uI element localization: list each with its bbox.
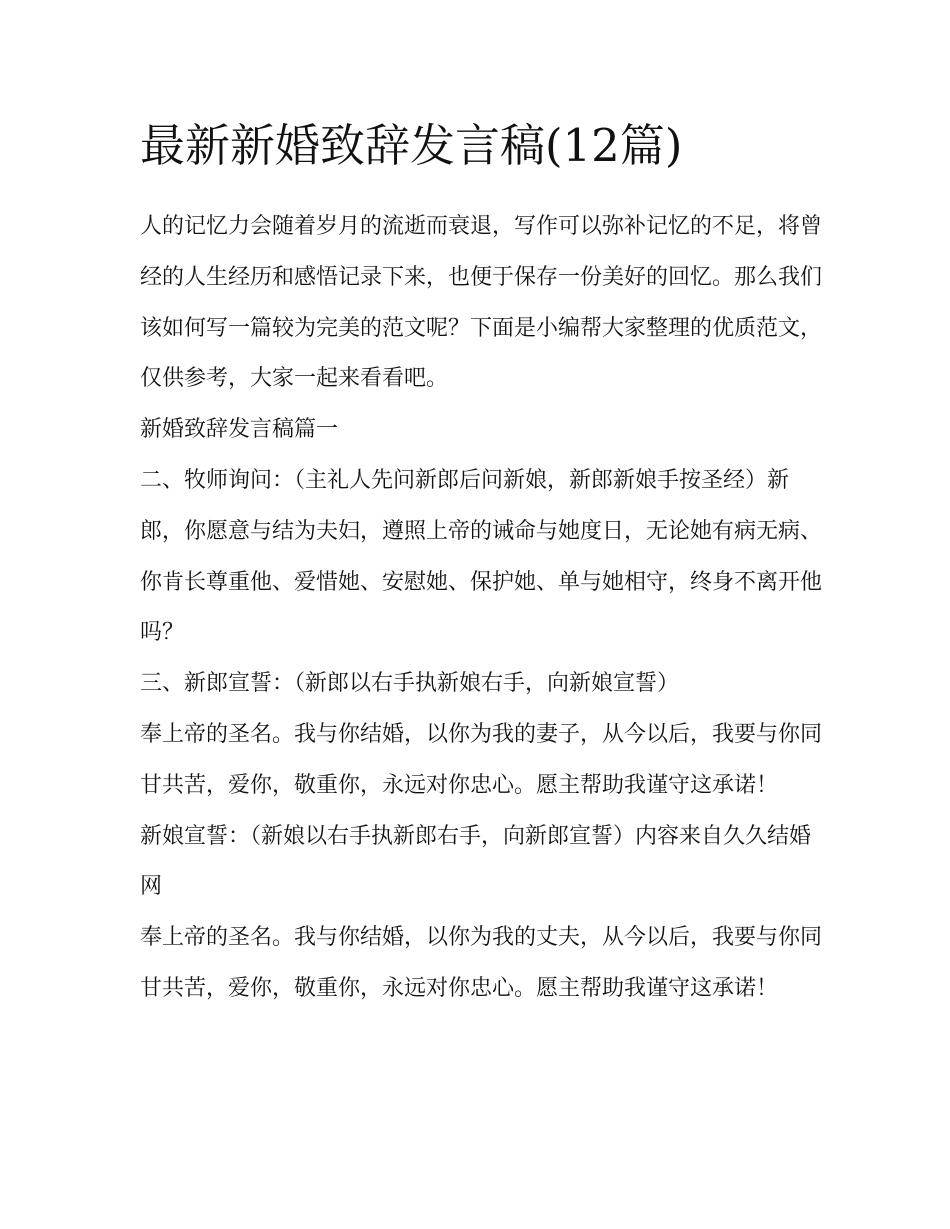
bride-vow-heading: 新娘宣誓：（新娘以右手执新郎右手，向新郎宣誓）内容来自久久结婚网 (140, 823, 812, 900)
document-body (140, 202, 830, 1015)
section-heading: 新婚致辞发言稿篇一 (140, 417, 339, 443)
groom-vow-paragraph: 奉上帝的圣名。我与你结婚，以你为我的妻子，从今以后，我要与你同甘共苦，爱你，敬重你，永远对你忠心。愿主帮助我谨守这承诺！ (140, 721, 823, 798)
pastor-question-paragraph: 二、牧师询问：（主礼人先问新郎后问新娘，新郎新娘手按圣经）新郎，你愿意与结为夫妇，遵照上帝的诫命与她度日，无论她有病无病、你肯长尊重他、爱惜她、安慰她、保护她、单与她相守，终身不离开他吗？ (140, 467, 823, 646)
intro-paragraph: 人的记忆力会随着岁月的流逝而衰退，写作可以弥补记忆的不足，将曾经的人生经历和感悟记录下来，也便于保存一份美好的回忆。那么我们该如何写一篇较为完美的范文呢？下面是小编帮大家整理的优质范文，仅供参考，大家一起来看看吧。 (140, 214, 823, 392)
groom-vow-heading: 三、新郎宣誓：（新郎以右手执新娘右手，向新娘宣誓） (140, 671, 680, 697)
bride-vow-paragraph: 奉上帝的圣名。我与你结婚，以你为我的丈夫，从今以后，我要与你同甘共苦，爱你，敬重你，永远对你忠心。愿主帮助我谨守这承诺！ (140, 925, 823, 1001)
document-title: 最新新婚致辞发言稿(12篇) (140, 119, 683, 172)
